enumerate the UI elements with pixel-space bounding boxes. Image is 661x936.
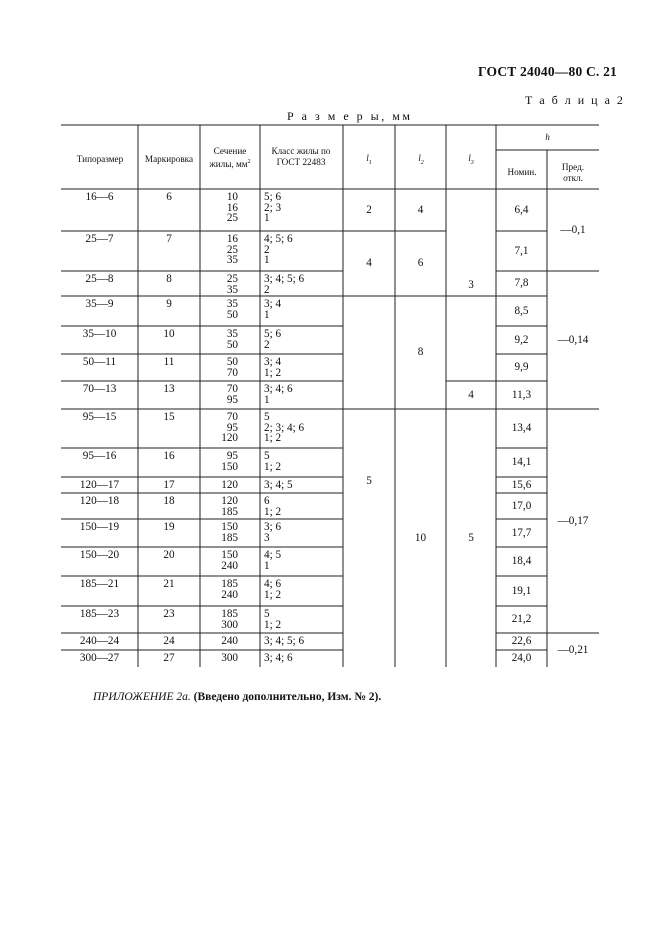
header-h: h [545,132,550,142]
type-cell: 185—23 [79,608,120,620]
class-value: 5 [264,450,270,462]
marking-cell: 16 [163,450,175,462]
h-nominal-value: 11,3 [511,388,532,401]
l2-value: 8 [417,346,424,358]
class-value: 1; 2 [264,588,282,601]
h-tolerance-value: —0,17 [557,514,589,527]
page-header: ГОСТ 24040—80 С. 21 [478,64,617,79]
h-nominal-value: 21,2 [511,613,532,625]
section-value: 50 [226,308,238,321]
class-value: 2; 3; 4; 6 [264,421,305,434]
marking-cell: 23 [163,608,175,620]
type-cell: 120—18 [79,495,120,507]
type-cell: 35—9 [85,298,114,310]
header-l1: $l_1$ [366,153,372,166]
type-cell: 50—11 [82,356,117,368]
type-cell: 150—20 [79,549,120,561]
class-value: 3; 4 [264,298,282,310]
marking-cell: 10 [163,328,175,340]
type-cell: 16—6 [85,191,114,203]
h-nominal-value: 8,5 [514,304,529,317]
class-value: 1 [264,212,270,225]
class-value: 3; 4; 5; 6 [264,273,305,285]
marking-cell: 7 [166,233,172,245]
type-cell: 240—24 [79,635,120,647]
h-nominal-value: 22,6 [511,635,532,647]
marking-cell: 27 [163,652,175,664]
section-value: 16 [226,233,238,245]
section-value: 300 [221,652,238,664]
marking-cell: 15 [163,411,175,423]
section-value: 25 [226,243,238,256]
type-cell: 70—13 [82,383,117,395]
marking-cell: 18 [163,495,175,507]
class-value: 1 [264,393,270,406]
class-value: 3 [264,531,270,544]
class-value: 5 [264,411,270,423]
h-nominal-value: 7,1 [514,244,529,257]
type-cell: 120—17 [79,479,120,491]
appendix-text: (Введено дополнительно, Изм. № 2). [193,691,382,703]
class-value: 1; 2 [264,618,282,631]
type-cell: 95—16 [82,450,117,462]
marking-cell: 9 [166,298,172,310]
l3-value: 5 [468,531,474,544]
h-nominal-value: 14,1 [511,456,532,468]
class-value: 2 [264,338,270,351]
class-value: 6 [264,495,270,507]
section-value: 35 [226,298,238,310]
header-l3: $l_3$ [468,153,474,166]
class-value: 4; 6 [264,578,282,590]
marking-cell: 17 [163,479,175,491]
appendix-note [93,691,381,703]
type-cell: 35—10 [82,328,117,340]
section-value: 150 [221,460,238,473]
l1-value: 2 [366,203,372,216]
h-nominal-value: 9,2 [514,333,529,346]
appendix-title: ПРИЛОЖЕНИЕ 2а. [93,691,191,703]
l2-value: 4 [417,203,424,216]
h-nominal-value: 18,4 [511,555,532,567]
h-tolerance-value: —0,21 [557,643,589,656]
section-value: 185 [221,608,238,620]
dimensions-table [61,125,599,667]
type-cell: 300—27 [79,652,120,664]
class-value: 5; 6 [264,328,282,340]
header-type: Типоразмер [76,154,124,164]
section-value: 120 [221,479,238,491]
section-value: 10 [226,191,238,203]
units-label: Р а з м е р ы, мм [287,109,413,123]
header-section: Сечение жилы, $мм^2$ [209,146,251,170]
h-nominal-value: 7,8 [514,277,529,289]
class-value: 1; 2 [264,505,282,518]
h-nominal-value: 6,4 [514,203,529,216]
class-value: 3; 4; 6 [264,383,293,395]
l3-value: 3 [468,278,474,291]
section-value: 185 [221,531,238,544]
section-value: 300 [221,618,238,631]
class-value: 1; 2 [264,366,282,379]
class-value: 3; 4; 6 [264,652,293,664]
section-value: 35 [226,254,238,267]
h-tolerance-value: —0,1 [560,223,586,236]
class-value: 1 [264,308,270,321]
class-value: 4; 5; 6 [264,233,293,245]
class-value: 1; 2 [264,460,282,473]
h-nominal-value: 9,9 [514,361,529,373]
l1-value: 4 [366,257,372,269]
type-cell: 95—15 [82,411,117,423]
section-value: 35 [226,328,238,340]
class-value: 3; 4 [264,356,282,368]
header-h-tolerance: Пред. откл. [561,162,585,183]
section-value: 50 [226,356,238,368]
section-value: 150 [221,549,238,561]
h-nominal-value: 13,4 [511,422,532,434]
section-value: 25 [226,273,238,285]
section-value: 185 [221,578,238,590]
h-nominal-value: 17,7 [511,526,532,539]
l3-value: 4 [468,388,474,401]
l2-value: 6 [417,257,424,269]
class-value: 3; 4; 5 [264,479,293,491]
marking-cell: 6 [166,191,172,203]
section-value: 70 [226,411,238,423]
h-nominal-value: 19,1 [511,584,532,597]
class-value: 3; 4; 5; 6 [264,635,305,647]
section-value: 185 [221,505,238,518]
section-value: 240 [221,588,238,601]
section-value: 240 [221,559,238,572]
type-cell: 150—19 [79,521,120,533]
header-h-nominal: Номин. [507,167,537,177]
type-cell: 25—8 [85,273,114,285]
section-value: 50 [226,338,238,351]
class-value: 2; 3 [264,201,282,214]
section-value: 240 [221,635,238,647]
type-cell: 185—21 [79,578,120,590]
section-value: 16 [226,201,238,214]
marking-cell: 8 [166,273,172,285]
marking-cell: 13 [163,383,175,395]
class-value: 4; 5 [264,549,282,561]
l2-value: 10 [414,531,427,544]
class-value: 5 [264,608,270,620]
table-number-label: Т а б л и ц а 2 [525,93,625,107]
h-tolerance-value: —0,14 [557,333,589,346]
class-value: 5; 6 [264,191,282,203]
h-nominal-value: 17,0 [511,499,532,512]
marking-cell: 24 [163,635,175,647]
section-value: 150 [221,521,238,533]
marking-cell: 21 [163,578,175,590]
section-value: 25 [226,212,238,225]
header-class: Класс жилы по ГОСТ 22483 [271,146,331,167]
marking-cell: 11 [163,356,175,368]
header-marking: Маркировка [144,154,194,164]
section-value: 120 [221,432,238,445]
marking-cell: 19 [163,521,175,533]
section-value: 120 [221,495,238,507]
class-value: 1 [264,559,270,572]
class-value: 1; 2 [264,432,282,445]
section-value: 35 [226,283,238,296]
class-value: 2 [264,243,270,256]
section-value: 70 [226,383,238,395]
header-l2: $l_2$ [418,153,424,166]
type-cell: 25—7 [85,233,114,245]
class-value: 2 [264,283,270,296]
class-value: 3; 6 [264,521,282,533]
section-value: 95 [226,450,238,462]
h-nominal-value: 15,6 [511,478,532,491]
h-nominal-value: 24,0 [511,652,532,664]
l1-value: 5 [366,475,372,487]
section-value: 95 [226,393,238,406]
class-value: 1 [264,254,270,267]
section-value: 95 [226,421,238,434]
marking-cell: 20 [163,549,175,561]
section-value: 70 [226,366,238,379]
